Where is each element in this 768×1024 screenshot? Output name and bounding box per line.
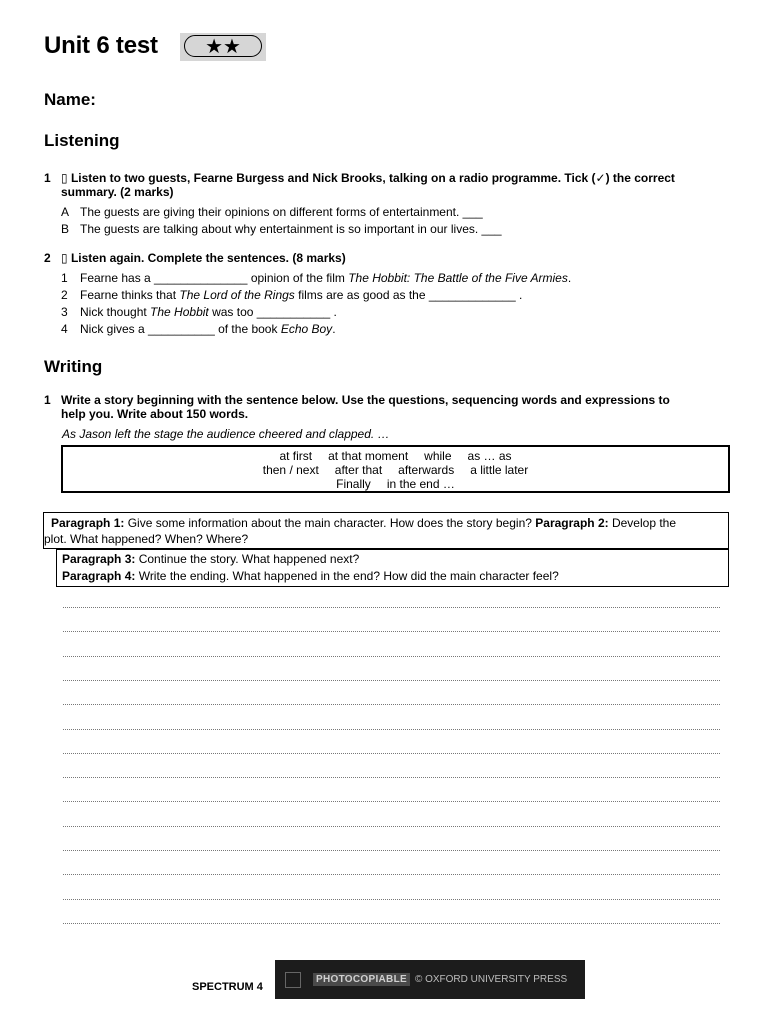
stars-icon: ★★ xyxy=(184,35,262,57)
sequence-word: at that moment xyxy=(328,449,409,463)
audio-icon: ▯ xyxy=(61,251,68,265)
paragraph-guide-box-2 xyxy=(56,549,729,587)
sequence-word: after that xyxy=(334,463,383,477)
footer-spectrum-label: SPECTRUM 4 xyxy=(192,981,263,993)
sentence-item: 1 Fearne has a ______________ opinion of the film The Hobbit: The Battle of the Five Armies. xyxy=(61,271,572,285)
writing-line[interactable] xyxy=(63,680,720,681)
paragraph-1-guide: Paragraph 1: Give some information about the main character. How does the story begin? Paragraph 2: Develop the xyxy=(51,516,677,530)
writing-line[interactable] xyxy=(63,826,720,827)
writing-line[interactable] xyxy=(63,631,720,632)
writing-line[interactable] xyxy=(63,850,720,851)
listening-q1-number: 1 xyxy=(44,171,51,185)
copyright-text: © OXFORD UNIVERSITY PRESS xyxy=(414,974,568,985)
page-title: Unit 6 test xyxy=(44,32,158,59)
listening-q2-text: ▯ Listen again. Complete the sentences. (8 marks) xyxy=(61,251,346,265)
sequence-word: a little later xyxy=(470,463,529,477)
sequence-word: in the end … xyxy=(386,477,455,491)
sequence-word: Finally xyxy=(336,477,371,491)
writing-q1-number: 1 xyxy=(44,393,51,407)
story-opening-sentence: As Jason left the stage the audience cheered and clapped. … xyxy=(62,427,390,441)
footer-banner xyxy=(275,960,585,999)
paragraph-guide-box-1 xyxy=(43,512,729,549)
audio-icon: ▯ xyxy=(61,171,68,185)
sequence-word: while xyxy=(424,449,452,463)
writing-line[interactable] xyxy=(63,607,720,608)
sequence-word: then / next xyxy=(262,463,319,477)
writing-heading: Writing xyxy=(44,357,103,376)
name-label: Name: xyxy=(44,90,96,109)
listening-q1-text: ▯ Listen to two guests, Fearne Burgess and Nick Brooks, talking on a radio programme. Tick (✓) the correct xyxy=(61,171,675,185)
sequencing-words-box xyxy=(61,445,730,493)
writing-line[interactable] xyxy=(63,704,720,705)
writing-line[interactable] xyxy=(63,753,720,754)
book-icon xyxy=(285,972,301,988)
level-badge xyxy=(180,33,266,61)
paragraph-4-guide: Paragraph 4: Write the ending. What happened in the end? How did the main character feel? xyxy=(62,569,559,583)
listening-q2-number: 2 xyxy=(44,251,51,265)
listening-heading: Listening xyxy=(44,131,120,150)
writing-line[interactable] xyxy=(63,899,720,900)
sentence-item: 2 Fearne thinks that The Lord of the Rings films are as good as the _____________ . xyxy=(61,288,523,302)
writing-line[interactable] xyxy=(63,656,720,657)
writing-line[interactable] xyxy=(63,874,720,875)
photocopiable-badge: PHOTOCOPIABLE xyxy=(313,973,410,986)
writing-line[interactable] xyxy=(63,801,720,802)
writing-line[interactable] xyxy=(63,923,720,924)
writing-q1-text-cont: help you. Write about 150 words. xyxy=(61,407,249,421)
writing-q1-text: Write a story beginning with the sentence below. Use the questions, sequencing words and expressions to xyxy=(61,393,670,407)
listening-q1-text-cont: summary. (2 marks) xyxy=(61,185,174,199)
writing-line[interactable] xyxy=(63,729,720,730)
sentence-item: 3 Nick thought The Hobbit was too ___________ . xyxy=(61,305,337,319)
option-b: B The guests are talking about why entertainment is so important in our lives. ___ xyxy=(61,222,502,236)
option-a: A The guests are giving their opinions on different forms of entertainment. ___ xyxy=(61,205,483,219)
writing-line[interactable] xyxy=(63,777,720,778)
sequence-word: as … as xyxy=(467,449,512,463)
sentence-item: 4 Nick gives a __________ of the book Echo Boy. xyxy=(61,322,336,336)
paragraph-3-guide: Paragraph 3: Continue the story. What happened next? xyxy=(62,552,360,566)
sequence-word: afterwards xyxy=(398,463,455,477)
paragraph-2-guide: plot. What happened? When? Where? xyxy=(44,532,249,546)
sequence-word: at first xyxy=(279,449,313,463)
